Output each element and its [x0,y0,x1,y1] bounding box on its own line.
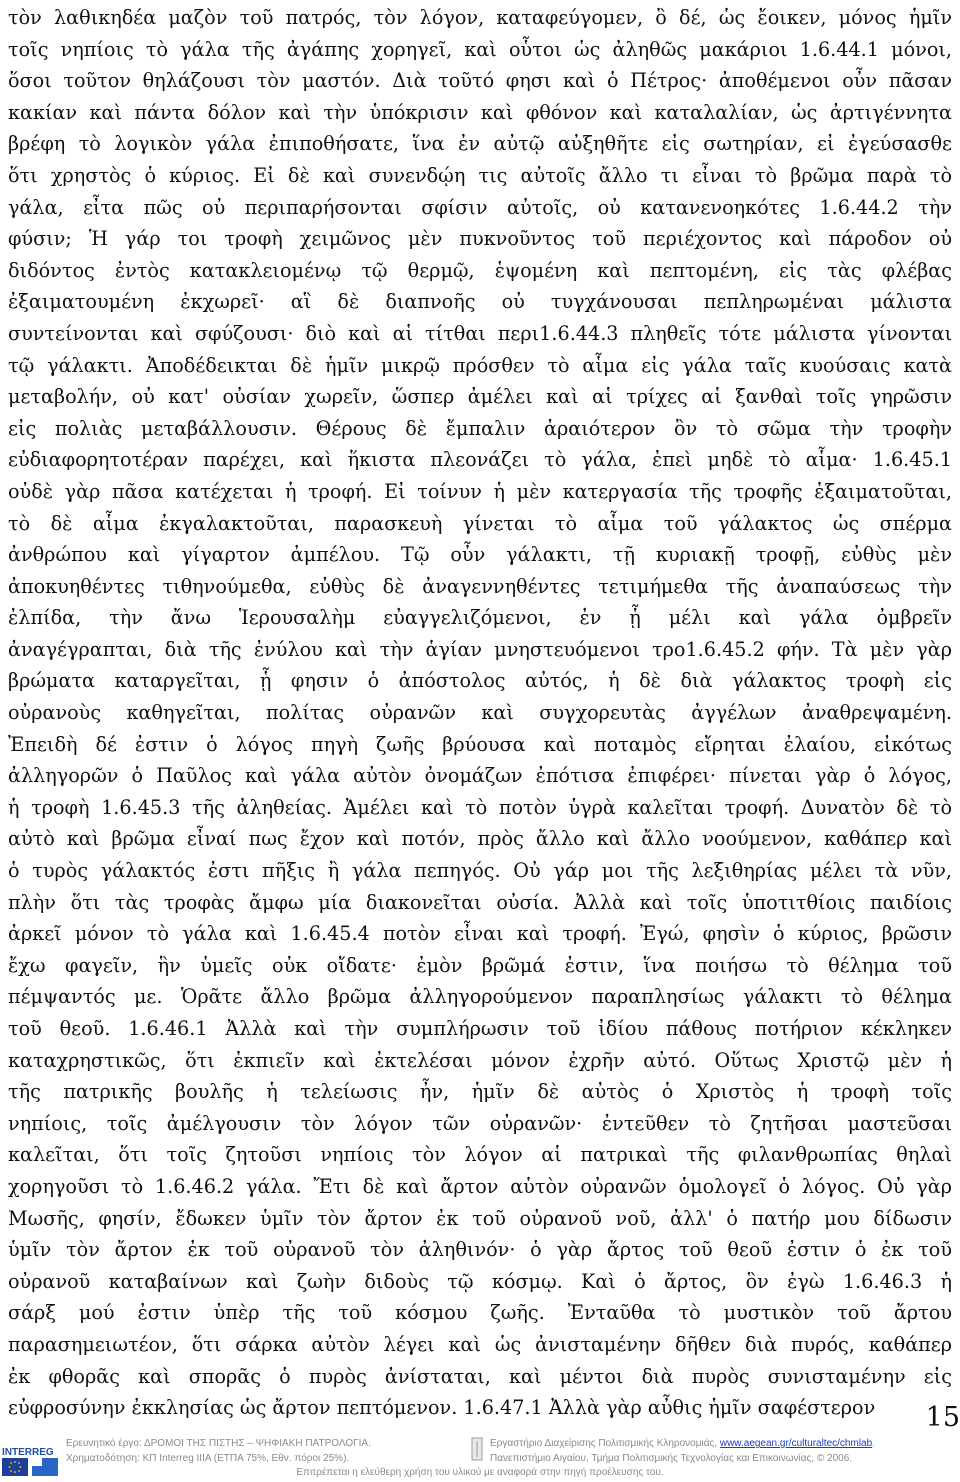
text-line: σάρξ μού ἐστιν ὑπὲρ τῆς τοῦ κόσμου ζωῆς. Ἐνταῦθα τὸ μυστικὸν τοῦ ἄρτου [8,1301,952,1325]
text-line: παρασημειωτέον, ὅτι σάρκα αὐτὸν λέγει καὶ ὡς ἀνισταμένην δῆθεν διὰ πυρός, καθάπερ [8,1332,952,1356]
text-line: ὅσοι τοῦτον θηλάζουσι τὸν μαστόν. Διὰ τοῦτό φησι καὶ ὁ Πέτρος· ἀποθέμενοι οὖν πᾶσαν [8,69,952,93]
text-line: ἡ τροφὴ 1.6.45.3 τῆς ἀληθείας. Ἀμέλει καὶ τὸ ποτὸν ὑγρὰ καλεῖται τροφή. Δυνατὸν δὲ τὸ [8,795,952,819]
text-line: διδόντος ἐντὸς κατακλειομένῳ τῷ θερμῷ, ἑψομένη καὶ πεπτομένη, εἰς τὰς φλέβας [8,258,952,282]
university-line: Πανεπιστήμιο Αιγαίου, Τμήμα Πολιτισμικής Τεχνολογίας και Επικοινωνίας, © 2006. [490,1453,853,1464]
lab-name: Εργαστήριο Διαχείρισης Πολιτισμικής Κληρονομιάς, [490,1438,720,1449]
text-line: ἀλληγορῶν ὁ Παῦλος καὶ γάλα αὐτὸν ὀνομάζων ἐπότισα ἐπιφέρει· πίνεται γὰρ ὁ λόγος, [8,764,952,788]
text-line: ἔχω φαγεῖν, ἣν ὑμεῖς οὐκ οἴδατε· ἐμὸν βρῶμά ἐστιν, ἵνα ποιήσω τὸ θέλημα τοῦ [8,953,952,977]
usage-notice: Επιτρέπεται η ελεύθερη χρήση του υλικού με αναφορά στην πηγή προέλευσης του. [296,1467,664,1478]
text-line: τοῖς νηπίοις τὸ γάλα τῆς ἀγάπης χορηγεῖ, καὶ οὗτοι ὡς ἀληθῶς μακάριοι 1.6.44.1 μόνοι, [8,37,952,61]
aegean-university-logo-icon [470,1436,484,1462]
funding-line: Χρηματοδότηση: ΚΠ Interreg IIIA (ΕΤΠΑ 75%, Εθν. πόροι 25%). [66,1453,350,1464]
text-line: τὸν λαθικηδέα μαζὸν τοῦ πατρός, τὸν λόγον, καταφεύγομεν, ὃ δέ, ὡς ἔοικεν, μόνος ἡμῖν [8,6,952,29]
text-line: Μωσῆς, φησίν, ἔδωκεν ὑμῖν τὸν ἄρτον ἐκ τοῦ οὐρανοῦ νοῦ, ἀλλ' ὁ πατήρ μου δίδωσιν [8,1206,952,1230]
text-line: αὐτὸ καὶ βρῶμα εἶναί πως ἔχον καὶ ποτόν, πρὸς ἄλλο καὶ ἄλλο νοούμενον, καθάπερ καὶ [8,827,952,851]
text-line: κακίαν καὶ πάντα δόλον καὶ τὴν ὑπόκρισιν καὶ φθόνον καὶ καταλαλίαν, ὡς ἀρτιγέννητα [8,100,952,124]
text-line: καλεῖται, ὅτι τοῖς ζητοῦσι νηπίοις τὸν λόγον αἱ πατρικαὶ τῆς φιλανθρωπίας θηλαὶ [8,1143,952,1167]
text-line: ἐκ φθορᾶς καὶ σπορᾶς ὁ πυρὸς ἀνίσταται, καὶ μέντοι διὰ πυρὸς συνισταμένην εἰς [8,1364,952,1388]
text-line: βρώματα καταργεῖται, ᾗ φησιν ὁ ἀπόστολος αὐτός, ἡ δὲ διὰ γάλακτος τροφὴ εἰς [8,669,952,693]
text-line: οὐρανοὺς καθηγεῖται, πολίτας οὐρανῶν καὶ συγχορευτὰς ἀγγέλων ἀναθρεψαμένη. [8,701,952,725]
page-number: 15 [925,1402,960,1433]
text-line: πλὴν ὅτι τὰς τροφὰς ἄμφω μία διακονεῖται οὐσία. Ἀλλὰ καὶ τοῖς ὑποτιτθίοις παιδίοις [8,890,952,914]
text-line: ὁ τυρὸς γάλακτός ἐστι πῆξις ἢ γάλα πεπηγός. Οὐ γάρ μοι τῆς λεξιθηρίας μέλει τὰ νῦν, [8,859,952,883]
text-line: χορηγοῦσι τὸ 1.6.46.2 γάλα. Ἔτι δὲ καὶ ἄρτον αὑτὸν οὐρανῶν ὁμολογεῖ ὁ λόγος. Οὐ γὰρ [8,1174,952,1198]
text-line: τῆς πατρικῆς βουλῆς ἡ τελείωσις ἦν, ἡμῖν δὲ αὐτὸς ὁ Χριστὸς ἡ τροφὴ τοῖς [8,1080,952,1104]
text-line: εἰς πολιὰς μεταβάλλουσιν. Θέρους δὲ ἔμπαλιν ἀραιότερον ὂν τὸ σῶμα τὴν τροφὴν [8,416,952,440]
text-line: ἐξαιματουμένη ἐκχωρεῖ· αἳ δὲ διαπνοῆς οὐ τυγχάνουσαι πεπληρωμέναι μάλιστα [8,290,952,314]
text-line: νηπίοις, τοῖς ἀμέλγουσιν τὸν λόγον τῶν οὐρανῶν· ἐντεῦθεν τὸ ζητῆσαι μαστεῦσαι [8,1111,952,1135]
text-line: συντείνονται καὶ σφύζουσι· διὸ καὶ αἱ τίτθαι περι1.6.44.3 πληθεῖς τότε μάλιστα γίνονται [8,321,952,345]
project-info [66,1436,396,1466]
text-line: ἐλπίδα, τὴν ἄνω Ἱερουσαλὴμ εὐαγγελιζόμενοι, ἐν ᾗ μέλι καὶ γάλα ὀμβρεῖν [8,606,952,630]
text-line: οὐδὲ γὰρ πᾶσα κατέχεται ἡ τροφή. Εἰ τοίνυν ἡ μὲν κατεργασία τῆς τροφῆς ἐξαιματοῦται, [8,479,952,503]
text-line: πέμψαντός με. Ὁρᾶτε ἄλλο βρῶμα ἀλληγορούμενον παραπλησίως γάλακτι τὸ θέλημα [8,985,952,1009]
text-line: φύσιν; Ἡ γάρ τοι τροφὴ χειμῶνος μὲν πυκνοῦντος τοῦ περιέχοντος καὶ πάροδον οὐ [8,227,952,251]
text-line: τὸ δὲ αἷμα ἐκγαλακτοῦται, παρασκευὴ γίνεται τὸ αἷμα τοῦ γάλακτος ὡς σπέρμα [8,511,952,535]
footer [0,1432,960,1482]
text-line: ἀναγέγραπται, διὰ τῆς ἐνύλου καὶ τὴν ἁγίαν μνηστευόμενοι τρο1.6.45.2 φήν. Τὰ μὲν γὰρ [8,637,952,661]
text-line: ἀρκεῖ μόνον τὸ γάλα καὶ 1.6.45.4 ποτὸν εἶναι καὶ τροφή. Ἐγώ, φησὶν ὁ κύριος, βρῶσιν [8,922,952,946]
text-line: μεταβολήν, οὐ κατ' οὐσίαν χωρεῖν, ὥσπερ ἀμέλει καὶ αἱ τρίχες αἱ ξανθαὶ τοῖς γηρῶσιν [8,385,952,409]
text-line: εὐδιαφορητοτέραν παρέχει, καὶ ἥκιστα πλεονάζει τὸ γάλα, ἐπεὶ μηδὲ τὸ αἷμα· 1.6.45.1 [8,448,952,472]
document-body [8,2,960,1424]
text-line: βρέφη τὸ λογικὸν γάλα ἐπιποθήσατε, ἵνα ἐν αὐτῷ αὐξηθῆτε εἰς σωτηρίαν, εἰ ἐγεύσασθε [8,132,952,156]
lab-website-link[interactable]: www.aegean.gr/culturaltec/chmlab [719,1438,873,1449]
lab-line [490,1436,930,1451]
text-line: οὐρανοῦ καταβαίνων καὶ ζωὴν διδοὺς τῷ κόσμῳ. Καὶ ὁ ἄρτος, ὃν ἐγὼ 1.6.46.3 ἡ [8,1269,952,1293]
project-title-line: Ερευνητικό έργο: ΔΡΟΜΟΙ ΤΗΣ ΠΙΣΤΗΣ – ΨΗΦΙΑΚΗ ΠΑΤΡΟΛΟΓΙΑ. [66,1438,371,1449]
text-line: ἀνθρώπου καὶ γίγαρτον ἀμπέλου. Τῷ οὖν γάλακτι, τῇ κυριακῇ τροφῇ, εὐθὺς μὲν [8,543,952,567]
lab-line-end: . [872,1438,875,1449]
text-line: γάλα, εἶτα πῶς οὐ περιπαρήσονται σφίσιν αὐτοῖς, οὐ κατανενοηκότες 1.6.44.2 τὴν [8,195,952,219]
text-line: ὑμῖν τὸν ἄρτον ἐκ τοῦ οὐρανοῦ τὸν ἀληθινόν· ὁ γὰρ ἄρτος τοῦ θεοῦ ἐστιν ὁ ἐκ τοῦ [8,1238,952,1262]
text-line: τῷ γάλακτι. Ἀποδέδεικται δὲ ἡμῖν μικρῷ πρόσθεν τὸ αἷμα εἰς γάλα ταῖς κυούσαις κατὰ [8,353,952,377]
text-line: ὅτι χρηστὸς ὁ κύριος. Εἰ δὲ καὶ συνενδῴη τις αὐτοῖς ἄλλο τι εἶναι τὸ βρῶμα παρὰ τὸ [8,163,952,187]
text-line: ἀποκυηθέντες τιθηνούμεθα, εὐθὺς δὲ ἀναγεννηθέντες τετιμήμεθα τῆς ἀναπαύσεως τὴν [8,574,952,598]
text-line: Ἐπειδὴ δέ ἐστιν ὁ λόγος πηγὴ ζωῆς βρύουσα καὶ ποταμὸς εἴρηται ἐλαίου, εἰκότως [8,732,952,756]
interreg-logo [2,1440,54,1458]
text-line: εὐφροσύνην ἐκκλησίας ὡς ἄρτον πεπτόμενον. 1.6.47.1 Ἀλλὰ γὰρ αὖθις ἡμῖν σαφέστερον [8,1396,876,1420]
lab-info [490,1436,930,1466]
interreg-logo-text: INTERREG [2,1447,54,1458]
text-line: τοῦ θεοῦ. 1.6.46.1 Ἀλλὰ καὶ τὴν συμπλήρωσιν τοῦ ἰδίου πάθους ποτήριον κέκληκεν [8,1017,952,1040]
text-line: καταχρηστικῶς, ὅτι ἐκπιεῖν καὶ ἐκτελέσαι μόνον ἐχρῆν αὐτό. Οὕτως Χριστῷ μὲν ἡ [8,1048,952,1072]
